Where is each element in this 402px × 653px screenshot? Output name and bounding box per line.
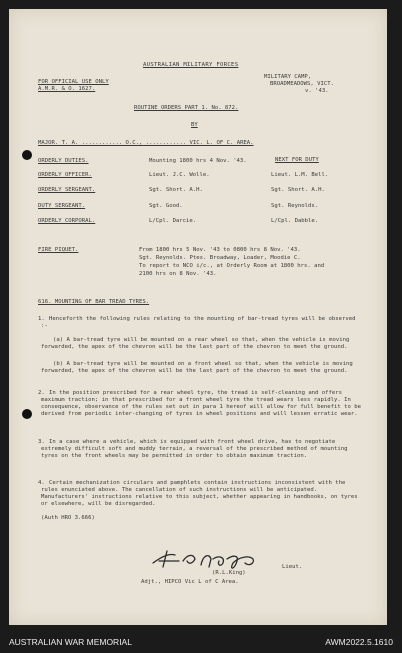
camp-line-2: BROADMEADOWS, VICT.: [270, 81, 334, 87]
fire-piquet-line: To report to NCO i/c., at Orderly Room at 1800 hrs. and: [139, 263, 325, 269]
footer-archive-name: AUSTRALIAN WAR MEMORIAL: [9, 637, 132, 647]
official-use-line-2: A.M.R. & O. 1627.: [38, 86, 96, 92]
duty-next-orderly-corporal: L/Cpl. Dabble.: [271, 218, 319, 224]
duty-label-duty-sergeant: DUTY SERGEANT.: [38, 203, 86, 209]
signatory-title: Adjt., HIPCO Vic L of C Area.: [141, 579, 239, 585]
section-heading: 616. MOUNTING OF BAR TREAD TYRES.: [38, 299, 150, 305]
official-use-line-1: FOR OFFICIAL USE ONLY: [38, 79, 109, 85]
by-label: BY: [191, 122, 198, 128]
duty-label-orderly-corporal: ORDERLY CORPORAL.: [38, 218, 96, 224]
footer-accession-number: AWM2022.5.1610: [325, 637, 393, 647]
duty-value-orderly-duties: Mounting 1800 hrs 4 Nov. '43.: [149, 158, 247, 164]
paragraph-3: In a case where a vehicle, which is equipped with front wheel drive, has to negotiate extremely difficult soft and muddy terrain, a reversal of the prescribed method of mounting tyres on the front wheels may be permitted in order to obtain maximum traction.: [41, 439, 348, 459]
paragraph-number: 2.: [38, 390, 45, 396]
punch-hole: [22, 150, 32, 160]
duty-label-orderly-officer: ORDERLY OFFICER.: [38, 172, 92, 178]
signatory-name: (R.L.King): [212, 570, 246, 576]
duty-next-orderly-sergeant: Sgt. Short. A.H.: [271, 187, 325, 193]
paragraph-number: 1.: [38, 316, 45, 322]
issuing-officer-line: MAJOR. T. A. ............ O.C., ............ VIC. L. OF C. AREA.: [38, 140, 254, 146]
paragraph-4: Certain mechanization circulars and pamphlets contain instructions inconsistent with the rules enunciated above. The cancellation of such instructions will be anticipated. Manufacturers' instructions relative to this subject, whether appearing in handbooks, on tyres or elsewhere, will be disregarded.: [41, 480, 358, 507]
archive-footer: [0, 630, 402, 653]
fire-piquet-line: Sgt. Reynolds. Ptes. Broadway, Loader, Moodie C.: [139, 255, 301, 261]
next-for-duty-heading: NEXT FOR DUTY: [275, 157, 319, 163]
paragraph-2: In the position prescribed for a rear wheel tyre, the tread is self-cleaning and offers maximum traction; in that prescribed for a front wheel tyre the tread wears less rapidly. In consequence, observance of the rules set out in para 1 hereof will allow for full benefit to be derived from periodic inter-changing of tyres in wheel positions and will lessen erratic wear.: [41, 390, 361, 417]
paragraph-1b: (b) A bar-tread tyre will be mounted on a front wheel so that, when the vehicle is moving forwarded, the apex of the chevron will be the last part of the chevron to meet the ground.: [41, 361, 353, 374]
duty-label-orderly-duties: ORDERLY DUTIES.: [38, 158, 89, 164]
signatory-rank: Lieut.: [282, 564, 303, 570]
paragraph-1a: (a) A bar-tread tyre will be mounted on a rear wheel so that, when the vehicle is moving forwarded, the apex of the chevron will be the last part of the chevron to meet the ground.: [41, 337, 350, 350]
camp-line-3: v. '43.: [305, 88, 329, 94]
duty-value-duty-sergeant: Sgt. Good.: [149, 203, 183, 209]
fire-piquet-label: FIRE PIQUET.: [38, 247, 79, 253]
duty-value-orderly-officer: Lieut. J.C. Wolle.: [149, 172, 210, 178]
paragraph-number: 3.: [38, 439, 45, 445]
authority-reference: (Auth HRO 3.666): [41, 515, 95, 521]
duty-value-orderly-sergeant: Sgt. Short. A.H.: [149, 187, 203, 193]
duty-value-orderly-corporal: L/Cpl. Darcie.: [149, 218, 197, 224]
fire-piquet-line: 2100 hrs on 8 Nov. '43.: [139, 271, 217, 277]
duty-label-orderly-sergeant: ORDERLY SERGEANT.: [38, 187, 96, 193]
punch-hole: [22, 409, 32, 419]
camp-line-1: MILITARY CAMP,: [264, 74, 312, 80]
duty-next-duty-sergeant: Sgt. Reynolds.: [271, 203, 319, 209]
duty-next-orderly-officer: Lieut. L.M. Bell.: [271, 172, 329, 178]
fire-piquet-line: From 1800 hrs 5 Nov. '43 to 0800 hrs 8 Nov. '43.: [139, 247, 301, 253]
document-title: AUSTRALIAN MILITARY FORCES: [143, 62, 239, 68]
document-page: [9, 9, 387, 625]
paragraph-1: Henceforth the following rules relating to the mounting of bar-tread tyres will be observed :-: [41, 316, 356, 329]
handwritten-signature: [149, 547, 275, 571]
orders-title: ROUTINE ORDERS PART 1. No. 872.: [134, 105, 239, 111]
paragraph-number: 4.: [38, 480, 45, 486]
